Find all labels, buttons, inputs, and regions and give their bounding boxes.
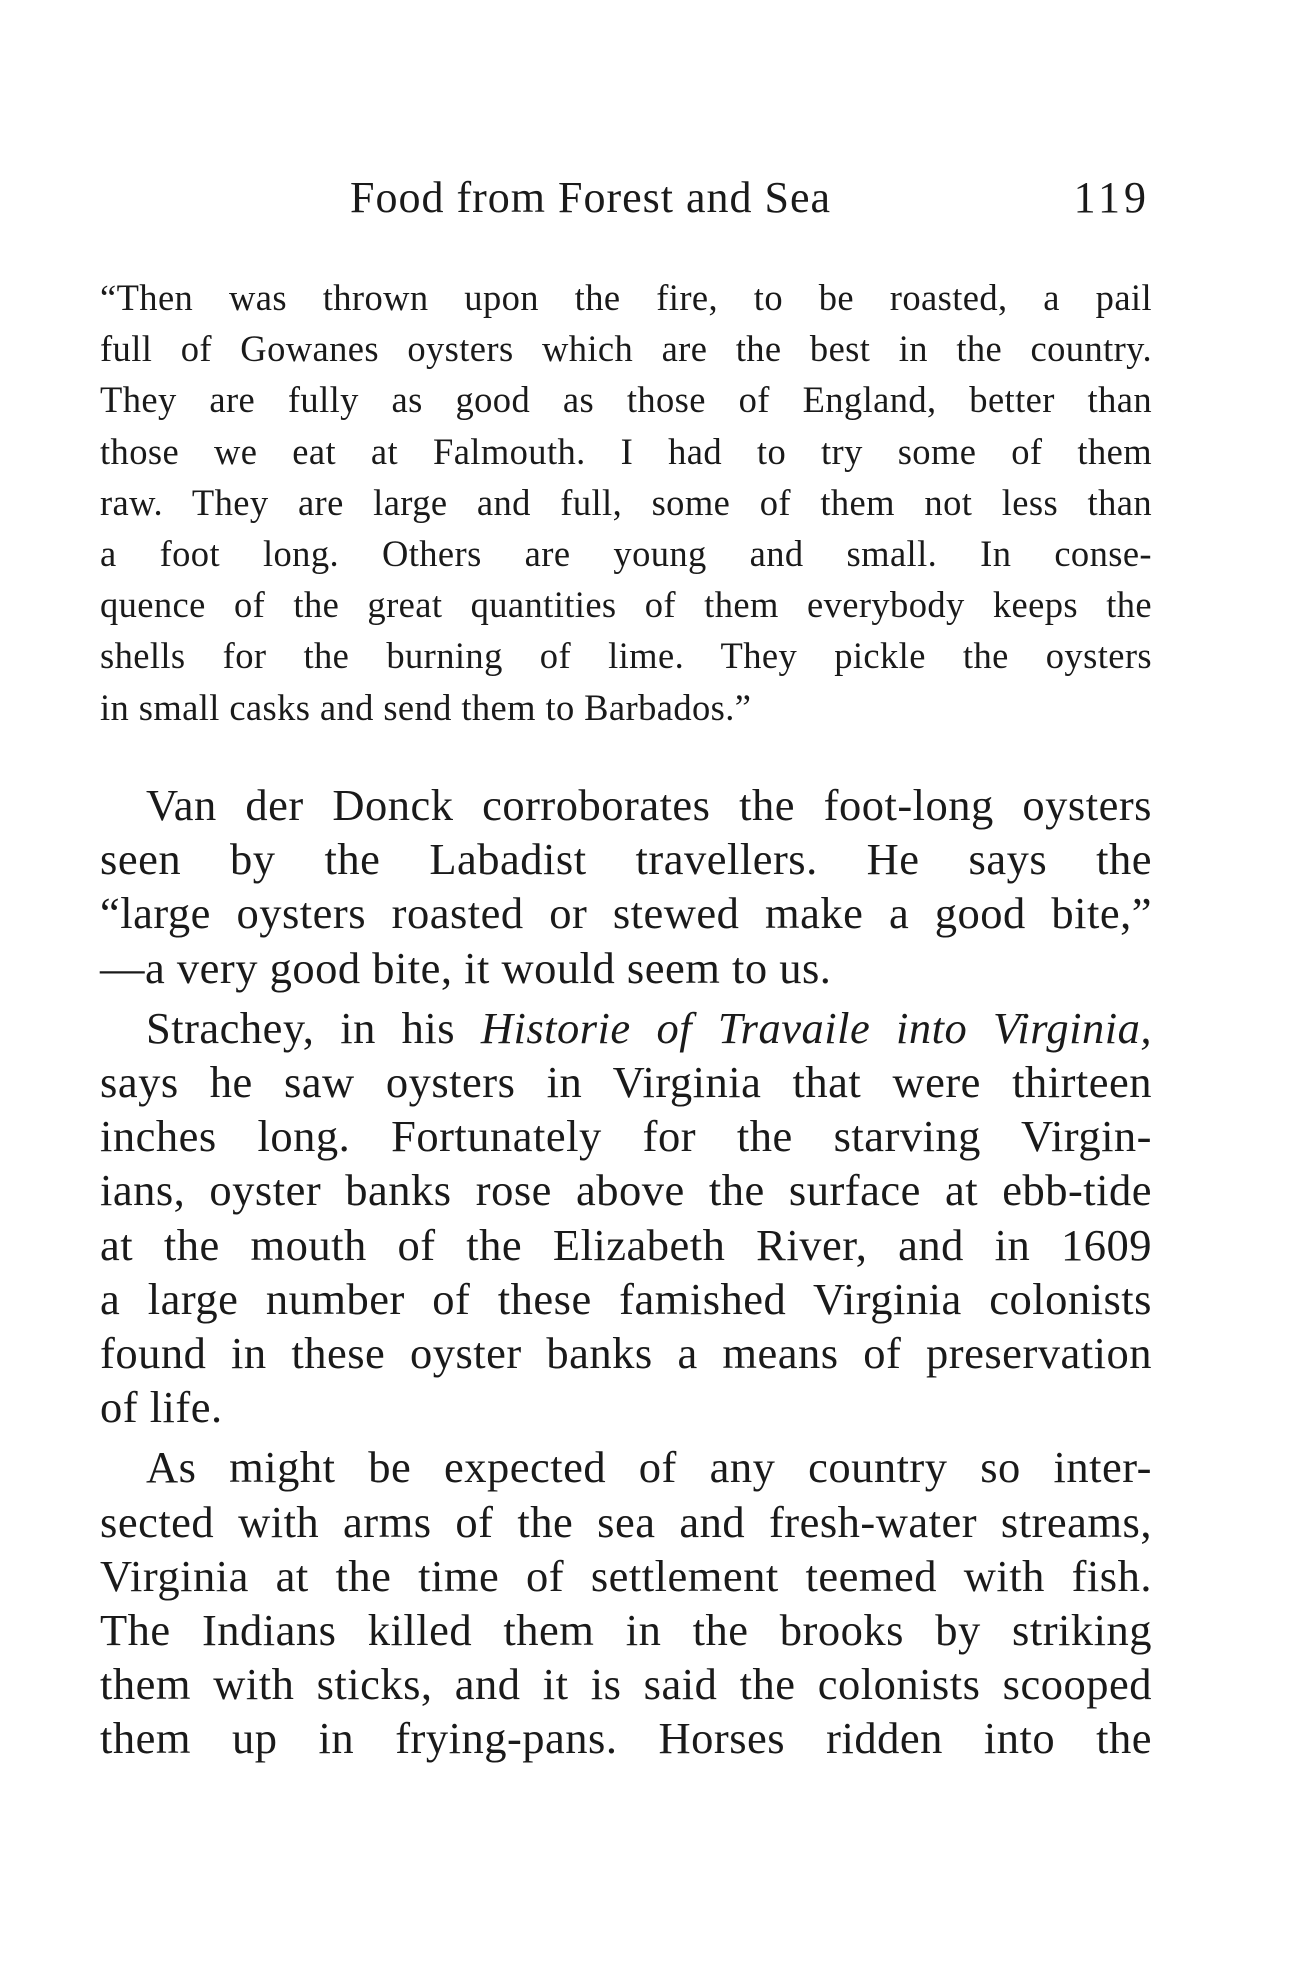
running-head xyxy=(100,172,1150,232)
body-line: inches long. Fortunately for the starving Virgin- xyxy=(100,1111,1152,1162)
body-line: found in these oyster banks a means of preservation xyxy=(100,1328,1152,1379)
body-line: “large oysters roasted or stewed make a good bite,” xyxy=(100,888,1152,939)
body-line: Van der Donck corroborates the foot-long oysters xyxy=(146,780,1152,830)
quote-line: full of Gowanes oysters which are the best in the country. xyxy=(100,328,1152,370)
body-line: ians, oyster banks rose above the surface at ebb-tide xyxy=(100,1165,1152,1216)
paragraph-strachey xyxy=(100,1001,1152,1435)
book-title: Historie of Travaile into Virginia, xyxy=(480,1002,1152,1053)
body-line: The Indians killed them in the brooks by striking xyxy=(100,1605,1152,1656)
quote-line: in small casks and send them to Barbados.” xyxy=(100,686,752,728)
paragraph-van-der-donck xyxy=(100,778,1152,995)
body-line: at the mouth of the Elizabeth River, and in 1609 xyxy=(100,1219,1152,1270)
body-line: of life. xyxy=(100,1382,223,1433)
quote-line: those we eat at Falmouth. I had to try some of them xyxy=(100,430,1152,472)
body-line: As might be expected of any country so inter- xyxy=(146,1442,1152,1493)
body-line: says he saw oysters in Virginia that were thirteen xyxy=(100,1057,1152,1108)
body-line: sected with arms of the sea and fresh-water streams, xyxy=(100,1496,1152,1547)
quote-line: quence of the great quantities of them everybody keeps the xyxy=(100,584,1152,626)
quote-line: raw. They are large and full, some of them not less than xyxy=(100,481,1152,523)
body-line: —a very good bite, it would seem to us. xyxy=(100,942,832,993)
body-line: them with sticks, and it is said the colonists scooped xyxy=(100,1659,1152,1710)
quote-line: They are fully as good as those of England, better than xyxy=(100,379,1152,421)
paragraph-virginia-fish xyxy=(100,1440,1152,1765)
body-text xyxy=(100,778,1152,1766)
quote-line: a foot long. Others are young and small. In conse- xyxy=(100,533,1152,575)
quoted-passage xyxy=(100,272,1152,733)
quote-line: shells for the burning of lime. They pickle the oysters xyxy=(100,635,1152,677)
page-number: 119 xyxy=(1073,173,1150,222)
body-line: seen by the Labadist travellers. He says the xyxy=(100,834,1152,885)
quote-line: “Then was thrown upon the fire, to be roasted, a pail xyxy=(100,277,1152,318)
body-line: Virginia at the time of settlement teemed with fish. xyxy=(100,1550,1152,1601)
body-text-roman: Strachey, in his xyxy=(146,1002,481,1053)
body-line: a large number of these famished Virginia colonists xyxy=(100,1273,1152,1324)
body-line xyxy=(100,1001,1152,1055)
body-line: them up in frying-pans. Horses ridden into the xyxy=(100,1713,1152,1764)
running-title: Food from Forest and Sea xyxy=(350,173,832,222)
